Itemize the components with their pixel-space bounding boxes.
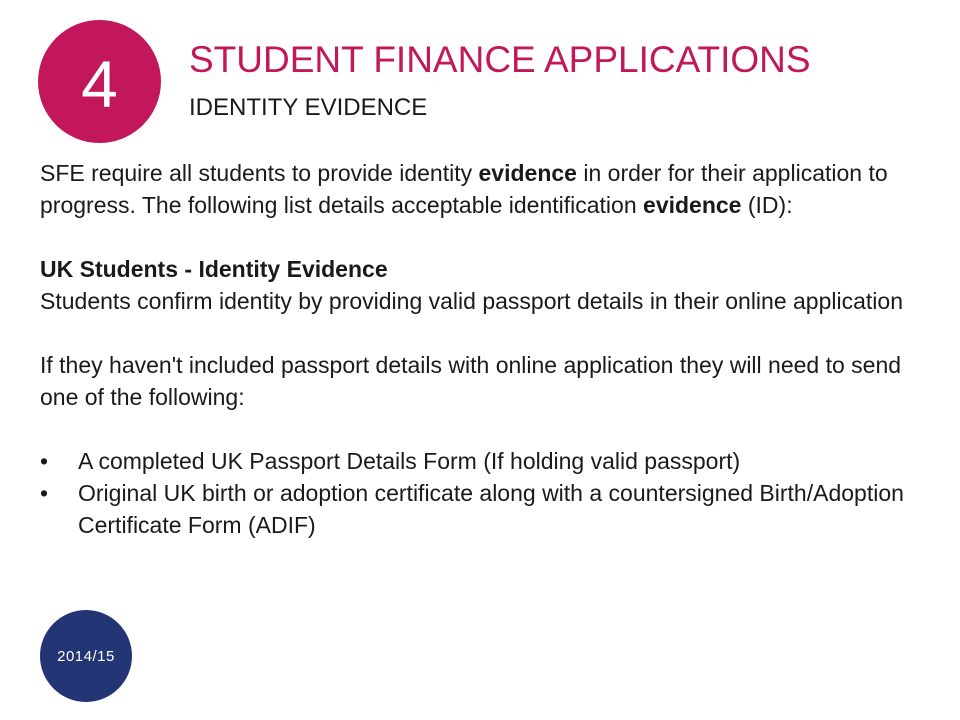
list-item [40, 477, 920, 541]
fallback-paragraph: If they haven't included passport details with online application they will need to send one of the following: [40, 352, 902, 410]
intro-paragraph [40, 157, 920, 221]
spacer [40, 221, 920, 253]
intro-emphasis-1: evidence [478, 160, 577, 186]
uk-section-heading: UK Students - Identity Evidence [40, 256, 388, 282]
list-item [40, 445, 920, 477]
list-item-text: Original UK birth or adoption certificate along with a countersigned Birth/Adoption Certificate Form (ADIF) [78, 480, 904, 538]
spacer [40, 413, 920, 445]
bullet-icon: • [40, 448, 49, 474]
spacer [40, 317, 920, 349]
year-label: 2014/15 [57, 647, 115, 665]
uk-section-text: Students confirm identity by providing valid passport details in their online application [40, 288, 903, 314]
intro-text-part-2: in order for their application to progress. The following list details acceptable identification [40, 160, 888, 218]
bullet-icon: • [40, 480, 49, 506]
slide-number-badge [38, 20, 161, 143]
year-badge [40, 610, 132, 702]
list-item-text: A completed UK Passport Details Form (If holding valid passport) [78, 448, 741, 474]
slide-body [40, 157, 920, 541]
slide-subtitle: IDENTITY EVIDENCE [189, 94, 428, 121]
evidence-list [40, 445, 920, 541]
slide-title: STUDENT FINANCE APPLICATIONS [189, 39, 811, 80]
intro-text-part-1: SFE require all students to provide identity [40, 160, 479, 186]
intro-text-part-3: (ID): [741, 192, 793, 218]
intro-emphasis-2: evidence [643, 192, 742, 218]
slide-number: 4 [81, 46, 118, 121]
